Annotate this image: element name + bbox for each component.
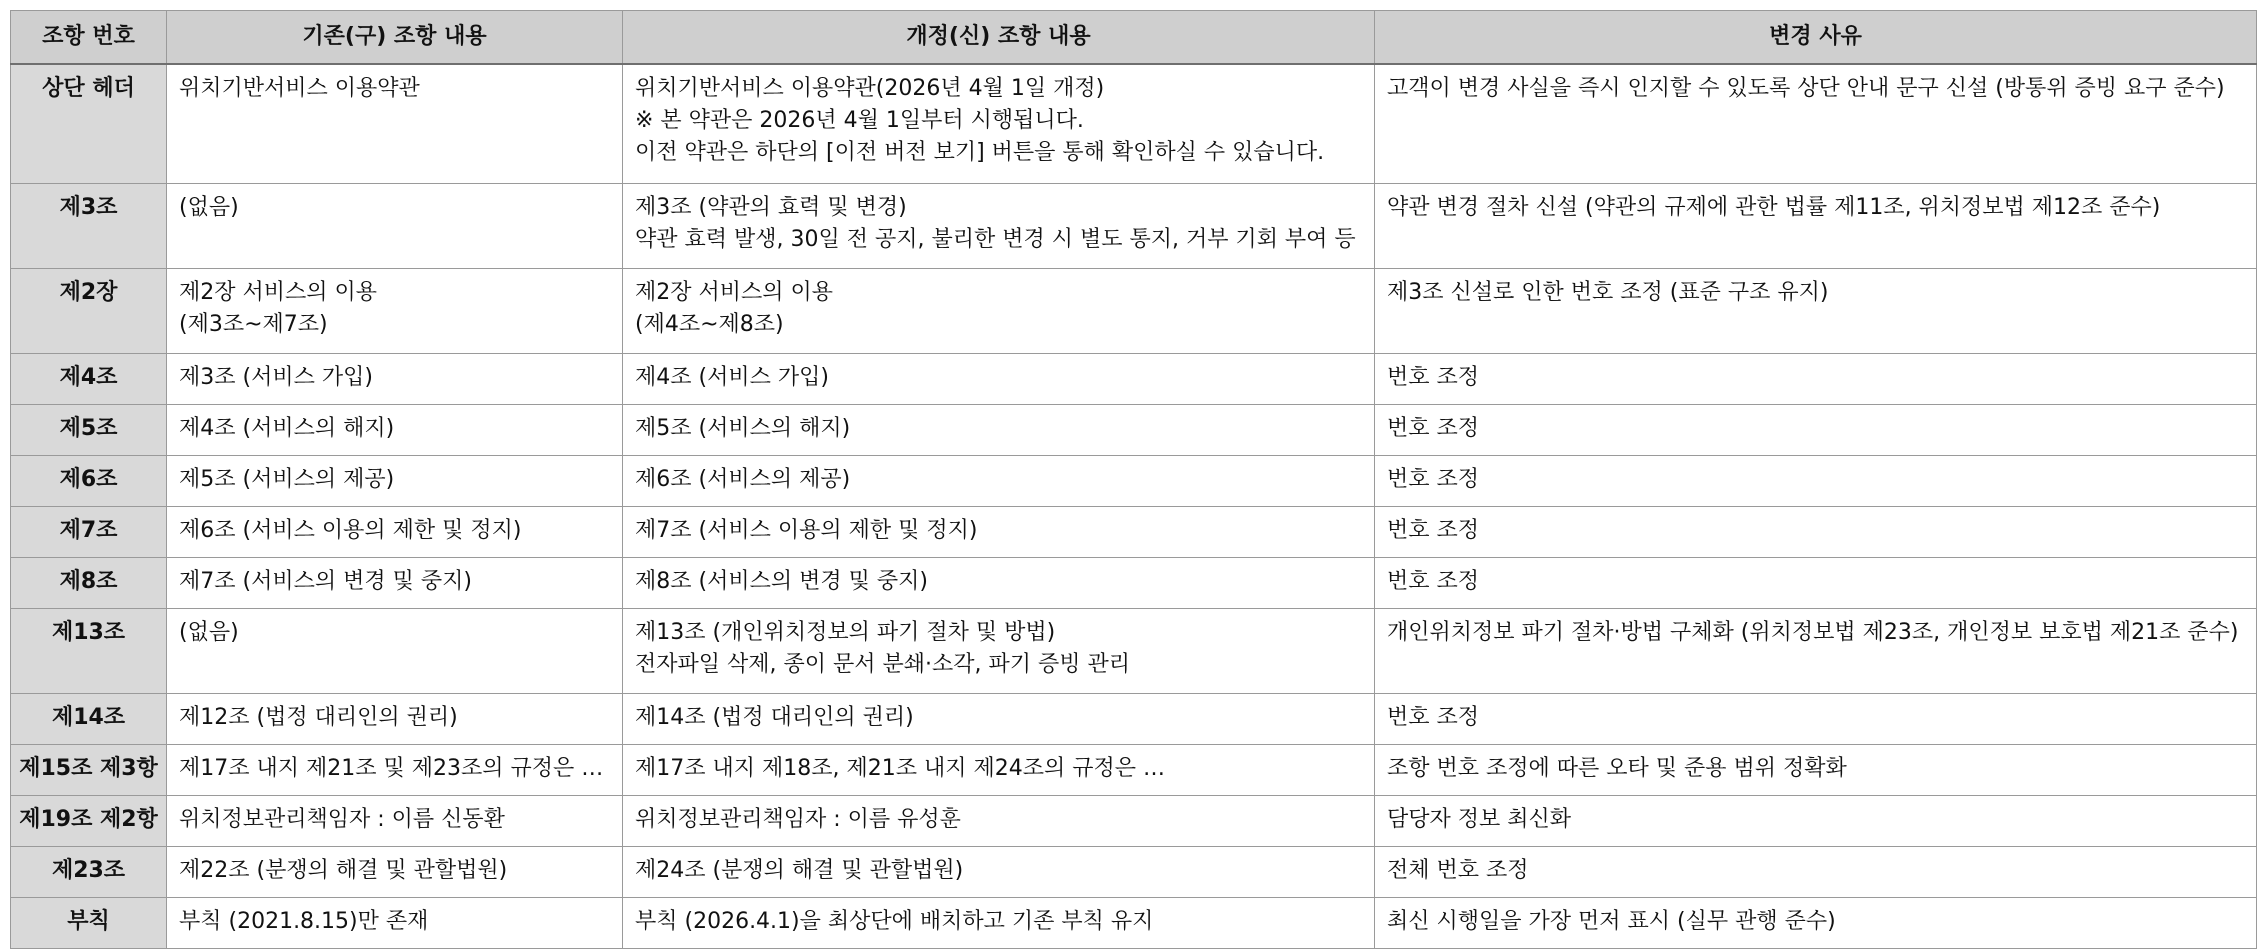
header-article-number: 조항 번호: [11, 11, 167, 65]
old-content-cell: 제12조 (법정 대리인의 권리): [167, 694, 623, 745]
old-content-cell: [167, 609, 623, 694]
old-content-cell: 부칙 (2021.8.15)만 존재: [167, 898, 623, 949]
table-row: [11, 796, 2257, 847]
change-reason-line: 고객이 변경 사실을 즉시 인지할 수 있도록 상단 안내 문구 신설 (방통위 증빙 요구 준수): [1387, 76, 2225, 101]
new-content-line: 제13조 (개인위치정보의 파기 절차 및 방법): [635, 620, 1056, 645]
old-content-cell: 제17조 내지 제21조 및 제23조의 규정은 …: [167, 745, 623, 796]
new-content-line: ※ 본 약관은 2026년 4월 1일부터 시행됩니다.: [635, 108, 1084, 133]
new-content-line: 제2장 서비스의 이용: [635, 280, 833, 305]
old-content-cell: 제4조 (서비스의 해지): [167, 405, 623, 456]
article-number-cell: 제13조: [11, 609, 167, 694]
old-content-line: (없음): [179, 195, 239, 220]
change-reason-cell: 번호 조정: [1375, 507, 2257, 558]
old-content-cell: 제6조 (서비스 이용의 제한 및 정지): [167, 507, 623, 558]
new-content-cell: 제4조 (서비스 가입): [623, 354, 1375, 405]
table-row: [11, 898, 2257, 949]
article-number-cell: 부칙: [11, 898, 167, 949]
article-number-cell: 제19조 제2항: [11, 796, 167, 847]
change-reason-cell: 번호 조정: [1375, 405, 2257, 456]
new-content-cell: 제17조 내지 제18조, 제21조 내지 제24조의 규정은 …: [623, 745, 1375, 796]
old-content-cell: 제5조 (서비스의 제공): [167, 456, 623, 507]
change-reason-cell: [1375, 609, 2257, 694]
table-row: [11, 609, 2257, 694]
new-content-line: 이전 약관은 하단의 [이전 버전 보기] 버튼을 통해 확인하실 수 있습니다.: [635, 140, 1325, 165]
old-content-line: 위치기반서비스 이용약관: [179, 76, 420, 101]
new-content-cell: [623, 184, 1375, 269]
article-number-cell: 제6조: [11, 456, 167, 507]
change-reason-cell: [1375, 64, 2257, 184]
article-number-cell: 제14조: [11, 694, 167, 745]
header-new-content: 개정(신) 조항 내용: [623, 11, 1375, 65]
comparison-table-container: [10, 10, 2256, 949]
old-content-cell: [167, 64, 623, 184]
change-reason-cell: 조항 번호 조정에 따른 오타 및 준용 범위 정확화: [1375, 745, 2257, 796]
new-content-cell: 위치정보관리책임자 : 이름 유성훈: [623, 796, 1375, 847]
change-reason-cell: 최신 시행일을 가장 먼저 표시 (실무 관행 준수): [1375, 898, 2257, 949]
header-old-content: 기존(구) 조항 내용: [167, 11, 623, 65]
change-reason-cell: 번호 조정: [1375, 456, 2257, 507]
table-row: [11, 745, 2257, 796]
terms-comparison-table: [10, 10, 2257, 949]
article-number-cell: 제2장: [11, 269, 167, 354]
table-row: [11, 184, 2257, 269]
change-reason-cell: 번호 조정: [1375, 354, 2257, 405]
change-reason-line: 개인위치정보 파기 절차·방법 구체화 (위치정보법 제23조, 개인정보 보호법 제21조 준수): [1387, 620, 2239, 645]
new-content-cell: 제6조 (서비스의 제공): [623, 456, 1375, 507]
change-reason-line: 제3조 신설로 인한 번호 조정 (표준 구조 유지): [1387, 280, 1829, 305]
old-content-line: (없음): [179, 620, 239, 645]
old-content-cell: 제7조 (서비스의 변경 및 중지): [167, 558, 623, 609]
article-number-cell: 제4조: [11, 354, 167, 405]
new-content-line: 위치기반서비스 이용약관(2026년 4월 1일 개정): [635, 76, 1105, 101]
change-reason-line: 약관 변경 절차 신설 (약관의 규제에 관한 법률 제11조, 위치정보법 제12조 준수): [1387, 195, 2161, 220]
old-content-line: 제2장 서비스의 이용: [179, 280, 377, 305]
change-reason-cell: 담당자 정보 최신화: [1375, 796, 2257, 847]
old-content-cell: 제3조 (서비스 가입): [167, 354, 623, 405]
new-content-cell: [623, 269, 1375, 354]
old-content-cell: 제22조 (분쟁의 해결 및 관할법원): [167, 847, 623, 898]
article-number-cell: 제5조: [11, 405, 167, 456]
old-content-cell: [167, 184, 623, 269]
new-content-cell: 부칙 (2026.4.1)을 최상단에 배치하고 기존 부칙 유지: [623, 898, 1375, 949]
table-row: [11, 694, 2257, 745]
change-reason-cell: [1375, 184, 2257, 269]
header-change-reason: 변경 사유: [1375, 11, 2257, 65]
table-row: [11, 354, 2257, 405]
new-content-line: 약관 효력 발생, 30일 전 공지, 불리한 변경 시 별도 통지, 거부 기회 부여 등: [635, 227, 1356, 252]
change-reason-cell: [1375, 269, 2257, 354]
new-content-cell: 제7조 (서비스 이용의 제한 및 정지): [623, 507, 1375, 558]
article-number-cell: 상단 헤더: [11, 64, 167, 184]
table-header-row: [11, 11, 2257, 65]
table-row: [11, 507, 2257, 558]
table-row: [11, 405, 2257, 456]
old-content-cell: 위치정보관리책임자 : 이름 신동환: [167, 796, 623, 847]
article-number-cell: 제7조: [11, 507, 167, 558]
new-content-line: (제4조~제8조): [635, 312, 784, 337]
old-content-cell: [167, 269, 623, 354]
table-row: [11, 64, 2257, 184]
new-content-cell: 제8조 (서비스의 변경 및 중지): [623, 558, 1375, 609]
article-number-cell: 제23조: [11, 847, 167, 898]
new-content-line: 전자파일 삭제, 종이 문서 분쇄·소각, 파기 증빙 관리: [635, 652, 1130, 677]
new-content-cell: 제24조 (분쟁의 해결 및 관할법원): [623, 847, 1375, 898]
article-number-cell: 제3조: [11, 184, 167, 269]
new-content-cell: [623, 64, 1375, 184]
table-row: [11, 847, 2257, 898]
new-content-line: 제3조 (약관의 효력 및 변경): [635, 195, 907, 220]
change-reason-cell: 번호 조정: [1375, 694, 2257, 745]
table-row: [11, 558, 2257, 609]
article-number-cell: 제15조 제3항: [11, 745, 167, 796]
old-content-line: (제3조~제7조): [179, 312, 328, 337]
change-reason-cell: 번호 조정: [1375, 558, 2257, 609]
new-content-cell: 제14조 (법정 대리인의 권리): [623, 694, 1375, 745]
new-content-cell: 제5조 (서비스의 해지): [623, 405, 1375, 456]
new-content-cell: [623, 609, 1375, 694]
table-row: [11, 269, 2257, 354]
table-row: [11, 456, 2257, 507]
change-reason-cell: 전체 번호 조정: [1375, 847, 2257, 898]
article-number-cell: 제8조: [11, 558, 167, 609]
